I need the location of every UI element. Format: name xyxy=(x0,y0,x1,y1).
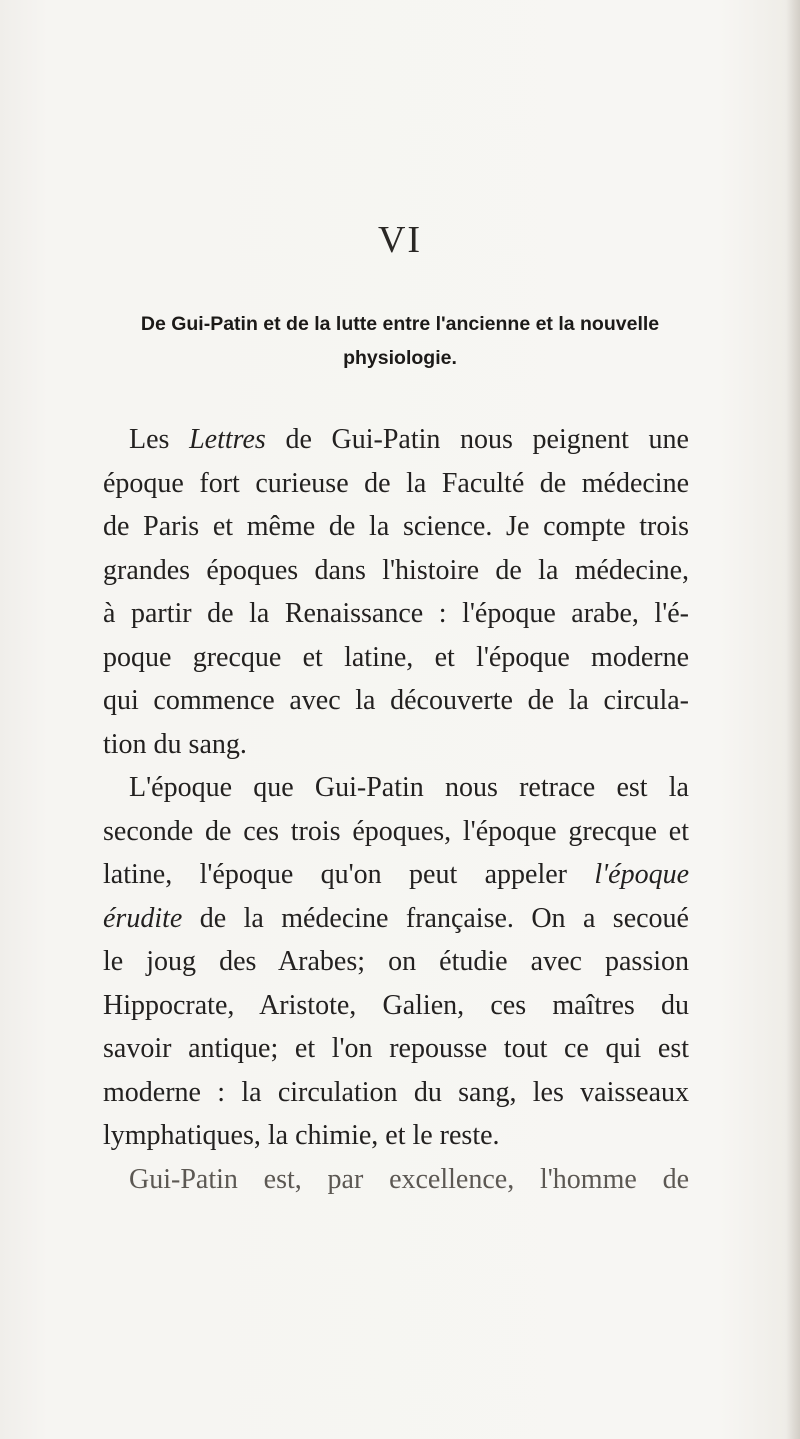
page-edge-shadow xyxy=(786,0,800,1439)
text-line-14: Hippocrate, Aristote, Galien, ces maîtres du xyxy=(103,989,689,1021)
text-line-6: poque grecque et latine, et l'époque moderne xyxy=(103,641,689,673)
text-line-4: grandes époques dans l'histoire de la médecine, xyxy=(103,554,689,586)
italic-title-lettres: Lettres xyxy=(189,424,266,455)
text-line-5: à partir de la Renaissance : l'époque arabe, l'é- xyxy=(103,598,689,629)
text-line-11: latine, l'époque qu'on peut appeler l'époque xyxy=(103,859,689,890)
text-line-1: Les Lettres de Gui-Patin nous peignent une xyxy=(129,424,689,455)
text-line-10: seconde de ces trois époques, l'époque grecque et xyxy=(103,815,689,847)
chapter-title-line-2: physiologie. xyxy=(343,347,457,369)
chapter-number: VI xyxy=(377,219,423,261)
text-line-2: époque fort curieuse de la Faculté de médecine xyxy=(103,467,689,499)
chapter-title-line-1: De Gui-Patin et de la lutte entre l'ancienne et la nouvelle xyxy=(140,313,660,335)
text-line-8: tion du sang. xyxy=(103,728,247,760)
chapter-title xyxy=(40,307,760,375)
text-line-7: qui commence avec la découverte de la circula- xyxy=(103,685,689,716)
text-line-17: lymphatiques, la chimie, et le reste. xyxy=(103,1120,500,1151)
text-line-13: le joug des Arabes; on étudie avec passion xyxy=(103,946,689,977)
italic-epoque: l'époque xyxy=(594,859,689,890)
italic-erudite: érudite xyxy=(103,902,183,934)
text-line-9: L'époque que Gui-Patin nous retrace est la xyxy=(129,772,689,803)
body-paragraphs xyxy=(103,418,689,1201)
text-line-12: érudite de la médecine française. On a secoué xyxy=(103,902,689,934)
text-line-18: Gui-Patin est, par excellence, l'homme de xyxy=(129,1163,689,1195)
text-line-3: de Paris et même de la science. Je compte trois xyxy=(103,511,689,542)
text-line-15: savoir antique; et l'on repousse tout ce qui est xyxy=(103,1033,689,1064)
text-line-16: moderne : la circulation du sang, les vaisseaux xyxy=(103,1076,689,1108)
